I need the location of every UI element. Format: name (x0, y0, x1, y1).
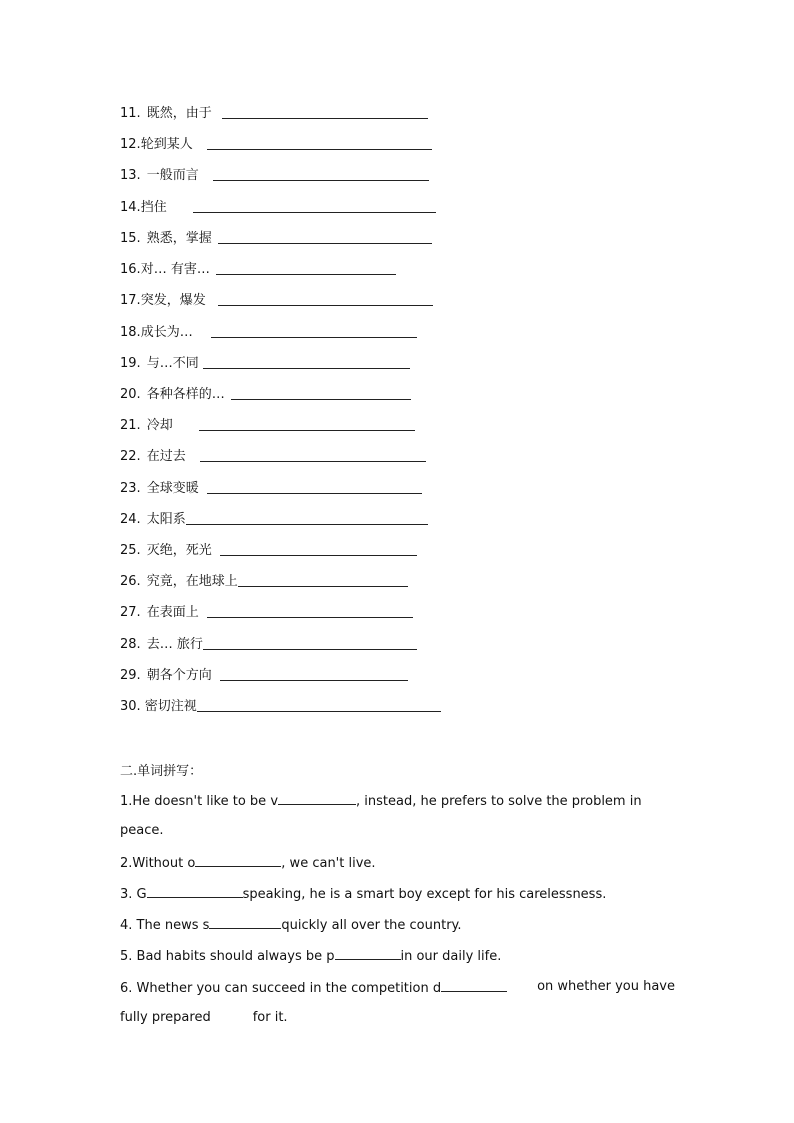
answer-blank[interactable] (199, 429, 415, 431)
phrase-number: 22. (120, 449, 141, 464)
sentence-6-line-2 (120, 1010, 675, 1026)
answer-blank[interactable] (195, 854, 281, 867)
phrase-text: 灭绝，死光 (146, 543, 212, 558)
answer-blank[interactable] (207, 148, 432, 150)
sentence-text (120, 979, 507, 997)
answer-blank[interactable] (203, 648, 417, 650)
phrase-number: 21. (120, 418, 141, 433)
phrase-row (120, 164, 429, 184)
phrase-text: 与…不同 (146, 356, 199, 371)
answer-blank[interactable] (220, 554, 417, 556)
phrase-text: 究竟，在地球上 (146, 574, 238, 589)
phrase-row (120, 664, 408, 684)
phrase-text: 对… 有害… (140, 262, 210, 277)
sentence-3 (120, 885, 675, 903)
sentence-fragment: 1.He doesn't like to be v (120, 794, 279, 809)
sentence-fragment: 3. G (120, 887, 147, 902)
sentence-fragment: 5. Bad habits should always be p (120, 949, 335, 964)
sentence-2 (120, 854, 675, 872)
phrase-row (120, 133, 432, 153)
sentence-fragment: 6. Whether you can succeed in the competition d (120, 981, 442, 996)
phrase-text: 去… 旅行 (146, 637, 203, 652)
sentence-fragment: 4. The news s (120, 918, 210, 933)
sentence-fragment: quickly all over the country. (281, 918, 462, 933)
phrase-number: 15. (120, 231, 141, 246)
phrase-number: 18. (120, 325, 141, 340)
phrase-text: 密切注视 (144, 699, 197, 714)
phrase-row (120, 570, 408, 590)
phrase-number: 25. (120, 543, 141, 558)
phrase-row (120, 414, 415, 434)
phrase-row (120, 289, 433, 309)
sentence-text (120, 792, 642, 810)
phrase-row (120, 508, 428, 528)
phrase-text: 成长为… (140, 325, 193, 340)
phrase-row (120, 258, 396, 278)
phrase-text: 朝各个方向 (146, 668, 212, 683)
phrase-number: 30. (120, 699, 141, 714)
sentence-fragment: on whether you have (537, 979, 675, 994)
answer-blank[interactable] (335, 947, 401, 960)
sentence-5 (120, 947, 675, 965)
sentence-fragment: fully prepared (120, 1010, 211, 1025)
sentence-fragment: speaking, he is a smart boy except for his carelessness. (242, 887, 607, 902)
answer-blank[interactable] (222, 117, 428, 119)
phrase-row (120, 695, 441, 715)
phrase-text: 既然，由于 (146, 106, 212, 121)
phrase-number: 16. (120, 262, 141, 277)
answer-blank[interactable] (200, 460, 426, 462)
phrase-text: 挡住 (140, 200, 167, 215)
phrase-text: 熟悉，掌握 (146, 231, 212, 246)
answer-blank[interactable] (278, 792, 356, 805)
sentence-1-line-1 (120, 792, 675, 810)
phrase-text: 全球变暖 (146, 481, 199, 496)
phrase-number: 19. (120, 356, 141, 371)
phrase-row (120, 227, 432, 247)
sentence-fragment: , instead, he prefers to solve the problem in (356, 794, 642, 809)
sentence-6-line-1 (120, 979, 675, 997)
phrase-number: 27. (120, 605, 141, 620)
answer-blank[interactable] (207, 616, 413, 618)
section-heading: 二.单词拼写： (120, 764, 203, 779)
answer-blank[interactable] (216, 273, 396, 275)
answer-blank[interactable] (147, 885, 243, 898)
phrase-number: 23. (120, 481, 141, 496)
phrase-row (120, 477, 422, 497)
sentence-4 (120, 916, 675, 934)
phrase-text: 在过去 (146, 449, 186, 464)
phrase-row (120, 633, 417, 653)
phrase-text: 突发，爆发 (140, 293, 206, 308)
phrase-number: 11. (120, 106, 141, 121)
sentence-1-line-2: peace. (120, 823, 164, 838)
phrase-text: 各种各样的… (146, 387, 225, 402)
phrase-text: 在表面上 (146, 605, 199, 620)
phrase-row (120, 383, 411, 403)
phrase-row (120, 196, 436, 216)
answer-blank[interactable] (441, 979, 507, 992)
phrase-row (120, 601, 413, 621)
sentence-fragment: for it. (252, 1010, 288, 1025)
phrase-number: 12. (120, 137, 141, 152)
phrase-number: 29. (120, 668, 141, 683)
phrase-row (120, 321, 417, 341)
answer-blank[interactable] (213, 179, 429, 181)
phrase-text: 轮到某人 (140, 137, 193, 152)
phrase-row (120, 102, 428, 122)
phrase-text: 一般而言 (146, 168, 199, 183)
answer-blank[interactable] (209, 916, 281, 929)
answer-blank[interactable] (211, 336, 417, 338)
phrase-number: 13. (120, 168, 141, 183)
answer-blank[interactable] (186, 523, 428, 525)
phrase-number: 26. (120, 574, 141, 589)
answer-blank[interactable] (193, 211, 436, 213)
phrase-number: 17. (120, 293, 141, 308)
phrase-number: 14. (120, 200, 141, 215)
sentence-fragment: in our daily life. (400, 949, 502, 964)
sentence-fragment: , we can't live. (281, 856, 376, 871)
answer-blank[interactable] (231, 398, 411, 400)
phrase-row (120, 445, 426, 465)
answer-blank[interactable] (203, 367, 410, 369)
answer-blank[interactable] (218, 242, 432, 244)
answer-blank[interactable] (218, 304, 433, 306)
sentence-fragment: 2.Without o (120, 856, 196, 871)
answer-blank[interactable] (207, 492, 422, 494)
phrase-number: 20. (120, 387, 141, 402)
phrase-row (120, 352, 410, 372)
answer-blank[interactable] (220, 679, 408, 681)
answer-blank[interactable] (197, 710, 441, 712)
phrase-number: 24. (120, 512, 141, 527)
phrase-text: 太阳系 (146, 512, 186, 527)
phrase-number: 28. (120, 637, 141, 652)
phrase-row (120, 539, 417, 559)
answer-blank[interactable] (238, 585, 408, 587)
phrase-text: 冷却 (146, 418, 173, 433)
